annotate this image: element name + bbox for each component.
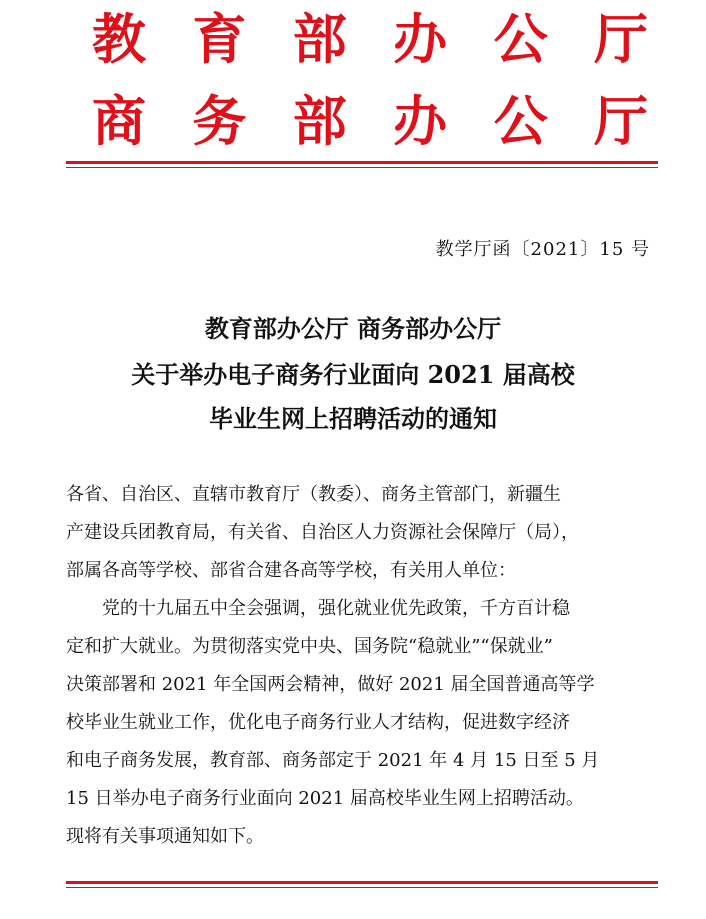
header-char: 教 — [92, 7, 146, 71]
issuer-header-line-1 — [90, 8, 650, 70]
header-char: 公 — [493, 89, 548, 153]
addressee-line: 各省、自治区、直辖市教育厅（教委）、商务主管部门，新疆生 — [66, 484, 561, 505]
addressee-line: 产建设兵团教育局，有关省、自治区人力资源社会保障厅（局）， — [66, 522, 579, 543]
header-char: 部 — [292, 89, 347, 153]
addressee-line: 部属各高等学校、部省合建各高等学校，有关用人单位： — [66, 560, 516, 581]
paragraph-line: 定和扩大就业。为贯彻落实党中央、国务院“稳就业”“保就业” — [66, 636, 553, 657]
paragraph-line: 15 日举办电子商务行业面向 2021 届高校毕业生网上招聘活动。 — [66, 788, 584, 809]
header-char: 部 — [292, 7, 347, 71]
header-char: 务 — [192, 89, 247, 153]
paragraph-line: 现将有关事项通知如下。 — [66, 826, 264, 847]
paragraph-line: 和电子商务发展，教育部、商务部定于 2021 年 4 月 15 日至 5 月 — [66, 750, 600, 771]
title-line-1: 教育部办公厅 商务部办公厅 — [204, 314, 502, 343]
paragraph-line: 校毕业生就业工作，优化电子商务行业人才结构，促进数字经济 — [66, 712, 570, 733]
header-char: 公 — [493, 7, 548, 71]
footer-divider-thick — [66, 881, 658, 884]
paragraph-line: 党的十九届五中全会强调，强化就业优先政策，千方百计稳 — [102, 598, 570, 619]
header-char: 育 — [192, 7, 247, 71]
title-line-2: 关于举办电子商务行业面向 2021 届高校 — [131, 360, 575, 389]
header-divider-thin — [66, 167, 658, 168]
document-number: 教学厅函〔2021〕15 号 — [435, 239, 650, 260]
title-line-3: 毕业生网上招聘活动的通知 — [209, 404, 497, 433]
issuer-header-line-2 — [90, 90, 650, 152]
header-char: 厅 — [593, 7, 648, 71]
header-divider-thick — [66, 161, 658, 164]
footer-divider-thin — [66, 887, 658, 888]
header-char: 商 — [92, 89, 146, 153]
header-char: 办 — [393, 89, 448, 153]
header-char: 办 — [393, 7, 448, 71]
paragraph-line: 决策部署和 2021 年全国两会精神，做好 2021 届全国普通高等学 — [66, 674, 595, 695]
header-char: 厅 — [593, 89, 648, 153]
